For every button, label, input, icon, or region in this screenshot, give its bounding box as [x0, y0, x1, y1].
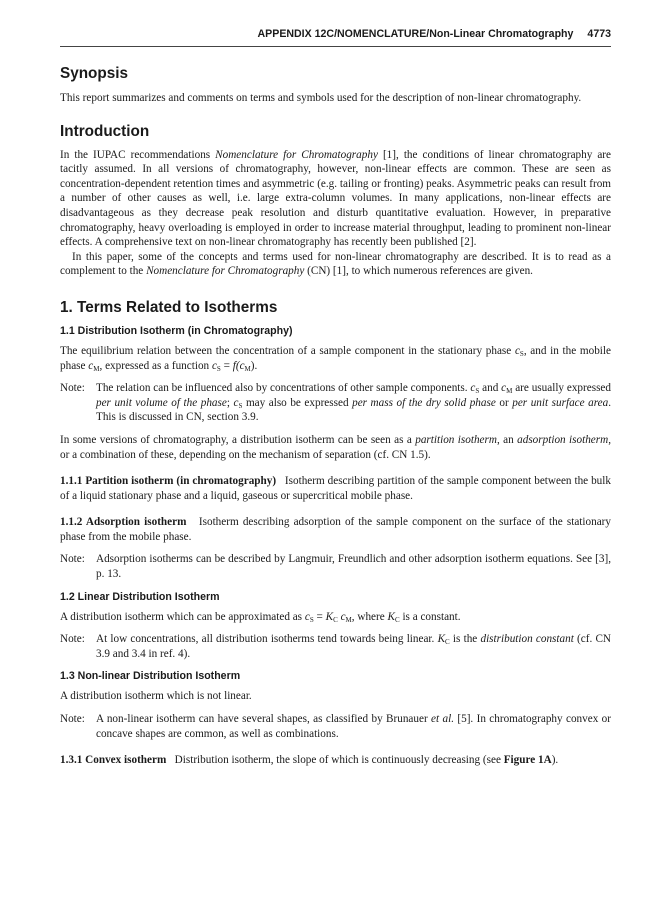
section-1-1-heading: 1.1 Distribution Isotherm (in Chromatography)	[60, 324, 293, 337]
page-number: 4773	[587, 28, 611, 40]
section-1-heading: 1. Terms Related to Isotherms	[60, 298, 278, 316]
introduction-paragraph-2: In this paper, some of the concepts and terms used for non-linear chromatography are described. It is to read as a complement to the Nomenclature for Chromatography (CN) [1], to which numerous references are given.	[60, 250, 611, 278]
section-1-1-definition: The equilibrium relation between the concentration of a sample component in the stationary phase $c_S$, and in the mobile phase $c_M$, expressed as a function $c_S = f(c_M)$.	[60, 344, 611, 373]
section-1-1-paragraph-2: In some versions of chromatography, a distribution isotherm can be seen as a partition isotherm, an adsorption isotherm, or a combination of these, depending on the mechanism of separation (cf. CN 1.5).	[60, 433, 611, 461]
section-1-3-1-entry: 1.3.1 Convex isotherm Distribution isotherm, the slope of which is continuously decreasing (see Figure 1A).	[60, 754, 559, 767]
section-1-2-heading: 1.2 Linear Distribution Isotherm	[60, 590, 220, 603]
introduction-paragraph-1: In the IUPAC recommendations Nomenclature for Chromatography [1], the conditions of linear chromatography are tacitly assumed. In all versions of chromatography, however, non-linear effects are common. These are seen as concentration-dependent retention times and asymmetric (e.g. tailing or fronting) peaks. Asymmetric peaks can result from a number of other causes as well, i.e. large extra-column volumes. In many applications, non-linear effects are disadvantageous as they decrease peak resolution and disturb quantitative evaluation. However, in preparative chromatography, heavy overloading is employed in order to increase material throughput, leading to prominent non-linear effects. A comprehensive text on non-linear chromatography has recently been published [2].	[60, 148, 611, 249]
section-1-1-note: Note: The relation can be influenced also by concentrations of other sample components. $c_S$ and $c_M$ are usually expressed per unit volume of the phase; $c_S$ may also be expressed per mass of the dry solid phase or per unit surface area. This is discussed in CN, section 3.9.	[60, 382, 612, 424]
section-1-1-1-entry: 1.1.1 Partition isotherm (in chromatography) Isotherm describing partition of the sample component between the bulk of a liquid stationary phase and a liquid, gaseous or supercritical mobile phase.	[60, 475, 611, 502]
introduction-heading: Introduction	[60, 122, 150, 140]
section-1-1-1-term: 1.1.1 Partition isotherm (in chromatography)	[60, 475, 277, 488]
synopsis-text: This report summarizes and comments on terms and symbols used for the description of non-linear chromatography.	[60, 92, 582, 104]
section-1-3-note: Note: A non-linear isotherm can have several shapes, as classified by Brunauer et al. [5]. In chromatography convex or concave shapes are common, as well as combinations.	[60, 713, 611, 740]
synopsis-heading: Synopsis	[60, 65, 129, 82]
figure-1a-reference: Figure 1A	[503, 754, 552, 767]
section-1-3-definition: A distribution isotherm which is not linear.	[60, 690, 252, 703]
section-1-2-note: Note: At low concentrations, all distribution isotherms tend towards being linear. $K_C$ is the distribution constant (cf. CN 3.9 and 3.4 in ref. 4).	[60, 633, 611, 660]
section-1-1-2-term: 1.1.2 Adsorption isotherm	[60, 516, 187, 529]
section-1-2-definition: A distribution isotherm which can be approximated as $c_S = K_C$ $c_M$, where $K_C$ is a constant.	[60, 610, 461, 624]
page	[60, 28, 611, 768]
section-1-1-2-entry: 1.1.2 Adsorption isotherm Isotherm describing adsorption of the sample component on the surface of the stationary phase from the mobile phase.	[60, 516, 611, 543]
section-1-3-1-term: 1.3.1 Convex isotherm	[60, 754, 167, 767]
section-1-1-2-note: Note: Adsorption isotherms can be described by Langmuir, Freundlich and other adsorption isotherm equations. See [3], p. 13.	[60, 553, 611, 581]
running-title: APPENDIX 12C/NOMENCLATURE/Non-Linear Chromatography	[257, 28, 574, 40]
running-header	[60, 28, 611, 47]
section-1-3-heading: 1.3 Non-linear Distribution Isotherm	[60, 670, 241, 683]
